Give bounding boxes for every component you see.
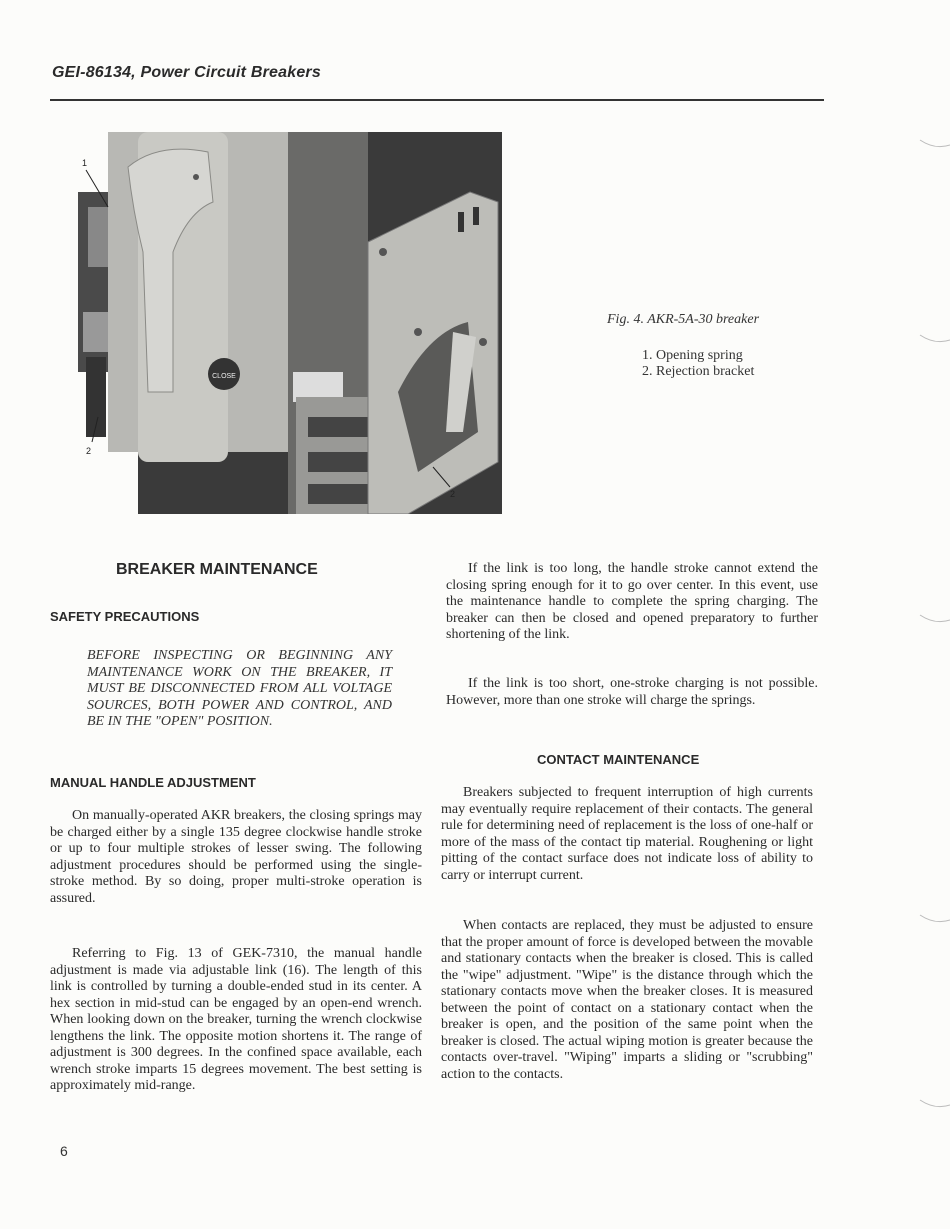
paragraph: On manually-operated AKR breakers, the closing springs may be charged either by a single 135 degree clockwise handle stroke or up to four multiple strokes of lesser swing. The following adjustment procedures should be performed using the single-stroke method. By so doing, proper multi-stroke operation is assured. [50,808,422,906]
callout-2-left: 2 [86,446,92,456]
header-rule [50,99,824,101]
contact-text-2 [441,918,813,1083]
figure-caption: Fig. 4. AKR-5A-30 breaker [607,312,760,327]
manual-handle-text-1 [50,808,422,907]
contact-text-1 [441,785,813,884]
paragraph: When contacts are replaced, they must be adjusted to ensure that the proper amount of force is developed between the movable and stationary contacts when the breaker is closed. This is called the "wipe" adjustment. "Wipe" is the distance through which the stationary contacts move when the breaker closes. It is measured between the point of contact on a stationary contact when the breaker is open, and the position of the same point when the breaker is closed. The actual wiping motion is greater because the contacts over-travel. "Wiping" imparts a sliding or "scrubbing" action to the contacts. [441,918,813,1082]
close-button-label: CLOSE [212,373,236,380]
breaker-photo [78,132,502,514]
page-number: 6 [60,1143,68,1159]
right-text-2 [446,676,818,709]
paragraph: Referring to Fig. 13 of GEK-7310, the manual handle adjustment is made via adjustable link (16). The length of this link is controlled by turning a double-ended stud in its center. A hex section in mid-stud can be engaged by an open-end wrench. When looking down on the breaker, turning the wrench clockwise lengthens the link. The opposite motion shortens it. The range of adjustment is 300 degrees. In the confined space available, each wrench stroke imparts 15 degrees movement. The best setting is approximately mid-range. [50,946,422,1093]
paragraph: If the link is too short, one-stroke charging is not possible. However, more than one stroke will charge the springs. [446,676,818,708]
safety-precautions-heading: SAFETY PRECAUTIONS [50,609,200,624]
paragraph: Breakers subjected to frequent interruption of high currents may eventually require replacement of their contacts. The general rule for determining need of replacement is the loss of one-half or more of the mass of the contact tip material. Roughening or light pitting of the contact surface does not indicate loss of ability to carry or interrupt current. [441,785,813,883]
legend-item: 1. Opening spring [642,348,743,363]
binder-hole-marks [890,0,950,1229]
paragraph: If the link is too long, the handle stroke cannot extend the closing spring enough for it to go over center. In this event, use the maintenance handle to complete the spring charging. The breaker can then be closed and opened preparatory to further shortening of the link. [446,561,818,642]
manual-handle-heading: MANUAL HANDLE ADJUSTMENT [50,775,256,790]
right-text-1 [446,561,818,644]
safety-warning: BEFORE INSPECTING OR BEGINNING ANY MAINTENANCE WORK ON THE BREAKER, IT MUST BE DISCONNECTED FROM ALL VOLTAGE SOURCES, BOTH POWER AND CONTROL, AND BE IN THE "OPEN" POSITION. [87,648,392,729]
document-header: GEI-86134, Power Circuit Breakers [52,64,321,81]
callout-2-right: 2 [450,489,456,499]
legend-item: 2. Rejection bracket [642,364,755,379]
figure-legend [642,348,754,380]
contact-maintenance-heading: CONTACT MAINTENANCE [537,752,700,767]
breaker-maintenance-heading: BREAKER MAINTENANCE [116,561,318,578]
manual-handle-text-2 [50,946,422,1095]
callout-1: 1 [82,158,88,168]
